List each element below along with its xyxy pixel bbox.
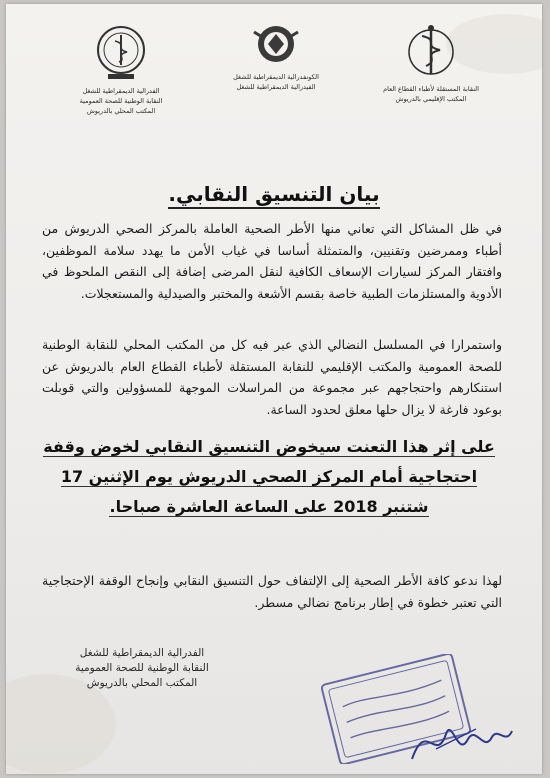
signature-org-line-3: المكتب المحلي بالدريوش xyxy=(86,677,198,689)
letterhead xyxy=(6,4,542,154)
center-org-line-1: الكونفدرالية الديمقراطية للشغل xyxy=(233,73,319,81)
title-text: بيان التنسيق النقابي. xyxy=(168,182,379,209)
document-page xyxy=(6,4,542,774)
right-organization xyxy=(356,22,506,104)
health-union-logo-icon xyxy=(92,22,150,82)
paragraph-escalation: واستمرارا في المسلسل النضالي الذي عبر فيه كل من المكتب المحلي للنقابة الوطنية للصحة العمومية والمكتب الإقليمي للنقابة المستقلة لأطباء القطاع العام بالدريوش عن استنكارهم واحتجاجهم عبر مجموعة من المراسلات الموجهة للمسؤولين والتي قوبلت بوعود فارغة لا يزال حلها معلق لحدود الساعة. xyxy=(42,337,502,417)
handwritten-signature-icon xyxy=(406,709,516,769)
left-organization xyxy=(46,22,196,116)
left-org-line-3: المكتب المحلي بالدريوش xyxy=(86,107,156,115)
left-org-line-2: النقابة الوطنية للصحة العمومية xyxy=(79,97,163,105)
center-org-line-2: الفيدرالية الديمقراطية للشغل xyxy=(236,83,316,91)
signature-org-line-1: الفدرالية الديمقراطية للشغل xyxy=(79,647,205,659)
right-org-line-2: المكتب الإقليمي بالدريوش xyxy=(395,95,467,103)
right-org-line-1: النقابة المستقلة لأطباء القطاع العام xyxy=(383,85,479,93)
doctors-union-logo-icon xyxy=(398,22,464,80)
document-title xyxy=(6,182,542,206)
labor-federation-logo-icon xyxy=(250,22,302,68)
paragraph-problems: في ظل المشاكل التي تعاني منها الأطر الصحية العاملة بالمركز الصحي الدريوش من أطباء وممرضين وتقنيين، والمتمثلة أساسا في غياب الأمن ما يهدد سلامة الموظفين، وافتقار المركز لسيارات الإسعاف الكافية لنقل المرضى إضافة إلى النقص الملحوظ في الأدوية والمستلزمات الطبية خاصة بقسم الأشعة والمختبر والصيدلية والمستعجلات. xyxy=(42,221,502,301)
signature-organization xyxy=(42,646,242,691)
left-org-line-1: الفدرالية الديمقراطية للشغل xyxy=(82,87,160,95)
paragraph-call-to-action: لهذا ندعو كافة الأطر الصحية إلى الإلتفاف حول التنسيق النقابي وإنجاح الوقفة الإحتجاجية التي تعتبر خطوة في إطار برنامج نضالي مسطر. xyxy=(42,573,502,610)
signature-org-line-2: النقابة الوطنية للصحة العمومية xyxy=(75,662,209,674)
center-organization xyxy=(201,22,351,92)
paragraph-protest-announcement xyxy=(38,432,500,522)
protest-announcement-text: على إثر هذا التعنت سيخوض التنسيق النقابي لخوض وقفة احتجاجية أمام المركز الصحي الدريوش يوم الإثنين 17 شتنبر 2018 على الساعة العاشرة صباحا. xyxy=(43,437,495,516)
